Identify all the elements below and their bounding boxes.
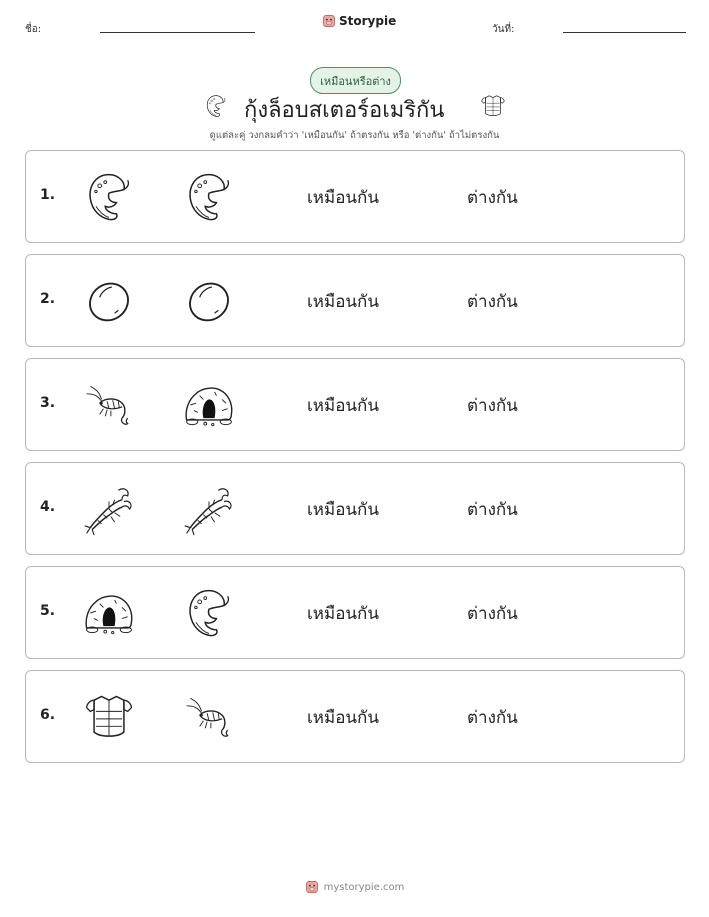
question-number: 2.: [40, 291, 56, 307]
question-number: 6.: [40, 707, 56, 723]
cave-icon: [181, 377, 237, 433]
date-line[interactable]: [563, 32, 686, 33]
claw-shell-icon: [181, 169, 237, 225]
instructions: ดูแต่ละคู่ วงกลมคำว่า 'เหมือนกัน' ถ้าตรงกัน หรือ 'ต่างกัน' ถ้าไม่ตรงกัน: [209, 130, 500, 141]
different-option[interactable]: ต่างกัน: [467, 604, 518, 624]
same-option[interactable]: เหมือนกัน: [307, 188, 379, 208]
date-label: วันที่:: [492, 24, 515, 35]
title-row: [0, 92, 709, 124]
question-row: [25, 254, 685, 347]
claw-shell-icon: [81, 169, 137, 225]
lobster-icon: [81, 481, 137, 537]
name-line[interactable]: [100, 32, 255, 33]
question-row: [25, 670, 685, 763]
name-label: ชื่อ:: [25, 24, 42, 35]
lobster-icon: [181, 481, 237, 537]
egg-icon: [81, 273, 137, 329]
shrimp-icon: [181, 689, 237, 745]
armor-icon: [81, 689, 137, 745]
question-number: 1.: [40, 187, 56, 203]
egg-icon: [181, 273, 237, 329]
pig-logo-icon: [305, 880, 319, 894]
activity-badge: เหมือนหรือต่าง: [310, 67, 401, 94]
question-number: 5.: [40, 603, 56, 619]
question-row: [25, 150, 685, 243]
footer: [0, 880, 709, 894]
different-option[interactable]: ต่างกัน: [467, 188, 518, 208]
footer-url: mystorypie.com: [323, 881, 405, 893]
same-option[interactable]: เหมือนกัน: [307, 604, 379, 624]
question-row: [25, 358, 685, 451]
header: [0, 14, 709, 44]
question-row: [25, 462, 685, 555]
armor-icon: [479, 92, 507, 120]
claw-shell-icon: [181, 585, 237, 641]
same-option[interactable]: เหมือนกัน: [307, 396, 379, 416]
pig-logo-icon: [322, 14, 336, 28]
cave-icon: [81, 585, 137, 641]
page-title: กุ้งล็อบสเตอร์อเมริกัน: [244, 98, 445, 123]
question-row: [25, 566, 685, 659]
shrimp-icon: [81, 377, 137, 433]
brand-name: Storypie: [339, 14, 397, 28]
question-number: 3.: [40, 395, 56, 411]
different-option[interactable]: ต่างกัน: [467, 500, 518, 520]
different-option[interactable]: ต่างกัน: [467, 396, 518, 416]
question-number: 4.: [40, 499, 56, 515]
different-option[interactable]: ต่างกัน: [467, 292, 518, 312]
different-option[interactable]: ต่างกัน: [467, 708, 518, 728]
brand-logo: [322, 14, 396, 28]
claw-shell-icon: [203, 92, 229, 120]
same-option[interactable]: เหมือนกัน: [307, 292, 379, 312]
same-option[interactable]: เหมือนกัน: [307, 708, 379, 728]
same-option[interactable]: เหมือนกัน: [307, 500, 379, 520]
